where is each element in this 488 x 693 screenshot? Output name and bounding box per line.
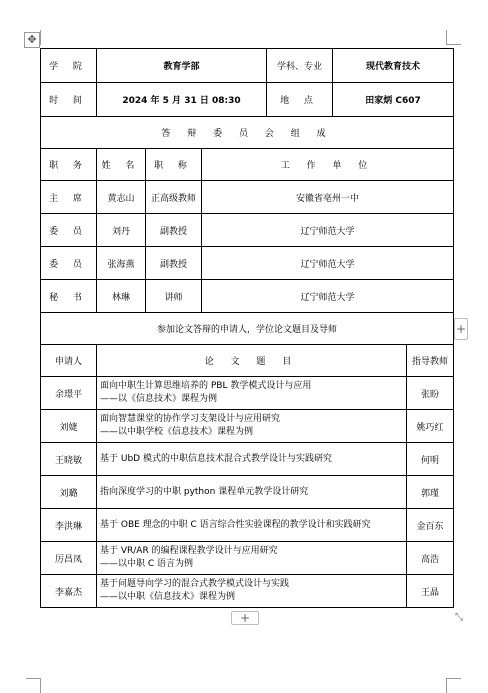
- committee-name[interactable]: 林琳: [97, 280, 146, 313]
- thesis-title-line: 面向智慧课堂的协作学习支架设计与应用研究: [100, 414, 281, 424]
- thesis-row: [41, 410, 454, 443]
- committee-rank[interactable]: 副教授: [146, 247, 202, 280]
- thesis-title-line: 基于 UbD 模式的中职信息技术混合式教学设计与实践研究: [100, 453, 332, 464]
- info-row-time: [41, 83, 454, 117]
- thesis-title-line: 基于问题导向学习的混合式教学模式设计与实践: [100, 579, 290, 589]
- thesis-applicant[interactable]: 李洪琳: [41, 509, 97, 542]
- table-resize-handle-icon[interactable]: ⤡: [455, 612, 463, 623]
- add-row-button[interactable]: +: [231, 611, 259, 625]
- thesis-title-line: 基于 OBE 理念的中职 C 语言综合性实验课程的教学设计和实践研究: [100, 519, 371, 530]
- committee-unit[interactable]: 安徽省亳州一中: [202, 181, 454, 214]
- committee-name[interactable]: 刘丹: [97, 214, 146, 247]
- crop-mark-bottom-left: [26, 678, 41, 693]
- committee-row: [41, 181, 454, 214]
- thesis-applicant[interactable]: 余璟平: [41, 377, 97, 410]
- subject-label: 学科、专业: [267, 49, 333, 83]
- committee-title-row: [41, 117, 454, 149]
- thesis-advisor[interactable]: 高浩: [407, 542, 454, 575]
- thesis-header-advisor: 指导教师: [407, 345, 454, 377]
- thesis-title-cell[interactable]: [97, 575, 407, 608]
- crop-mark-bottom-right: [446, 678, 461, 693]
- thesis-row: [41, 476, 454, 509]
- committee-header-name: 姓 名: [97, 149, 146, 181]
- thesis-title-line: 指向深度学习的中职 python 课程单元教学设计研究: [100, 486, 309, 497]
- committee-unit[interactable]: 辽宁师范大学: [202, 214, 454, 247]
- thesis-title-line: 面向中职生计算思维培养的 PBL 教学模式设计与应用: [100, 381, 312, 391]
- thesis-advisor[interactable]: 何明: [407, 443, 454, 476]
- thesis-row: [41, 542, 454, 575]
- crop-mark-top-right: [446, 30, 461, 45]
- committee-unit[interactable]: 辽宁师范大学: [202, 280, 454, 313]
- thesis-row: [41, 575, 454, 608]
- thesis-applicant[interactable]: 厉昌凤: [41, 542, 97, 575]
- thesis-title-line: ——以《信息技术》课程为例: [100, 394, 218, 404]
- time-value[interactable]: 2024 年 5 月 31 日 08:30: [97, 83, 267, 117]
- thesis-header-title: 论 文 题 目: [97, 345, 407, 377]
- thesis-title-cell[interactable]: [97, 410, 407, 443]
- thesis-applicant[interactable]: 刘婕: [41, 410, 97, 443]
- place-value[interactable]: 田家炳 C607: [333, 83, 454, 117]
- thesis-advisor[interactable]: 姚巧红: [407, 410, 454, 443]
- thesis-title-line: ——以中职 C 语言为例: [100, 559, 194, 569]
- committee-role[interactable]: 委 员: [41, 214, 97, 247]
- document-table-container: [40, 48, 453, 608]
- committee-rank[interactable]: 副教授: [146, 214, 202, 247]
- committee-role[interactable]: 主 席: [41, 181, 97, 214]
- thesis-title-cell[interactable]: [97, 443, 407, 476]
- thesis-advisor[interactable]: 郭瑾: [407, 476, 454, 509]
- thesis-title-cell[interactable]: [97, 509, 407, 542]
- thesis-title-line: ——以中职学校《信息技术》课程为例: [100, 427, 254, 437]
- committee-row: [41, 280, 454, 313]
- defense-table: [40, 48, 454, 608]
- thesis-row: [41, 509, 454, 542]
- thesis-advisor[interactable]: 金百东: [407, 509, 454, 542]
- committee-rank[interactable]: 讲师: [146, 280, 202, 313]
- thesis-row: [41, 443, 454, 476]
- place-label: 地 点: [267, 83, 333, 117]
- subject-value[interactable]: 现代教育技术: [333, 49, 454, 83]
- committee-name[interactable]: 黄志山: [97, 181, 146, 214]
- college-value[interactable]: 教育学部: [97, 49, 267, 83]
- thesis-title-cell[interactable]: [97, 377, 407, 410]
- committee-header-role: 职 务: [41, 149, 97, 181]
- committee-rank[interactable]: 正高级教师: [146, 181, 202, 214]
- committee-role[interactable]: 委 员: [41, 247, 97, 280]
- thesis-section-title: 参加论文答辩的申请人，学位论文题目及导师: [41, 313, 454, 345]
- committee-name[interactable]: 张海燕: [97, 247, 146, 280]
- thesis-title-cell[interactable]: [97, 476, 407, 509]
- committee-row: [41, 214, 454, 247]
- thesis-header-row: [41, 345, 454, 377]
- committee-title: 答 辩 委 员 会 组 成: [41, 117, 454, 149]
- thesis-applicant[interactable]: 刘璐: [41, 476, 97, 509]
- add-column-button[interactable]: +: [454, 318, 468, 340]
- thesis-title-line: 基于 VR/AR 的编程课程教学设计与应用研究: [100, 546, 278, 556]
- committee-header-rank: 职 称: [146, 149, 202, 181]
- thesis-header-applicant: 申请人: [41, 345, 97, 377]
- thesis-title-row: [41, 313, 454, 345]
- college-label: 学 院: [41, 49, 97, 83]
- committee-row: [41, 247, 454, 280]
- thesis-title-cell[interactable]: [97, 542, 407, 575]
- thesis-title-line: ——以中职《信息技术》课程为例: [100, 592, 236, 602]
- time-label: 时 间: [41, 83, 97, 117]
- committee-header-unit: 工 作 单 位: [202, 149, 454, 181]
- thesis-advisor[interactable]: 张盼: [407, 377, 454, 410]
- thesis-applicant[interactable]: 李嘉杰: [41, 575, 97, 608]
- table-move-handle-icon[interactable]: ✥: [24, 32, 40, 48]
- thesis-row: [41, 377, 454, 410]
- thesis-advisor[interactable]: 王晶: [407, 575, 454, 608]
- committee-unit[interactable]: 辽宁师范大学: [202, 247, 454, 280]
- committee-header-row: [41, 149, 454, 181]
- thesis-applicant[interactable]: 王晓敏: [41, 443, 97, 476]
- committee-role[interactable]: 秘 书: [41, 280, 97, 313]
- info-row-college: [41, 49, 454, 83]
